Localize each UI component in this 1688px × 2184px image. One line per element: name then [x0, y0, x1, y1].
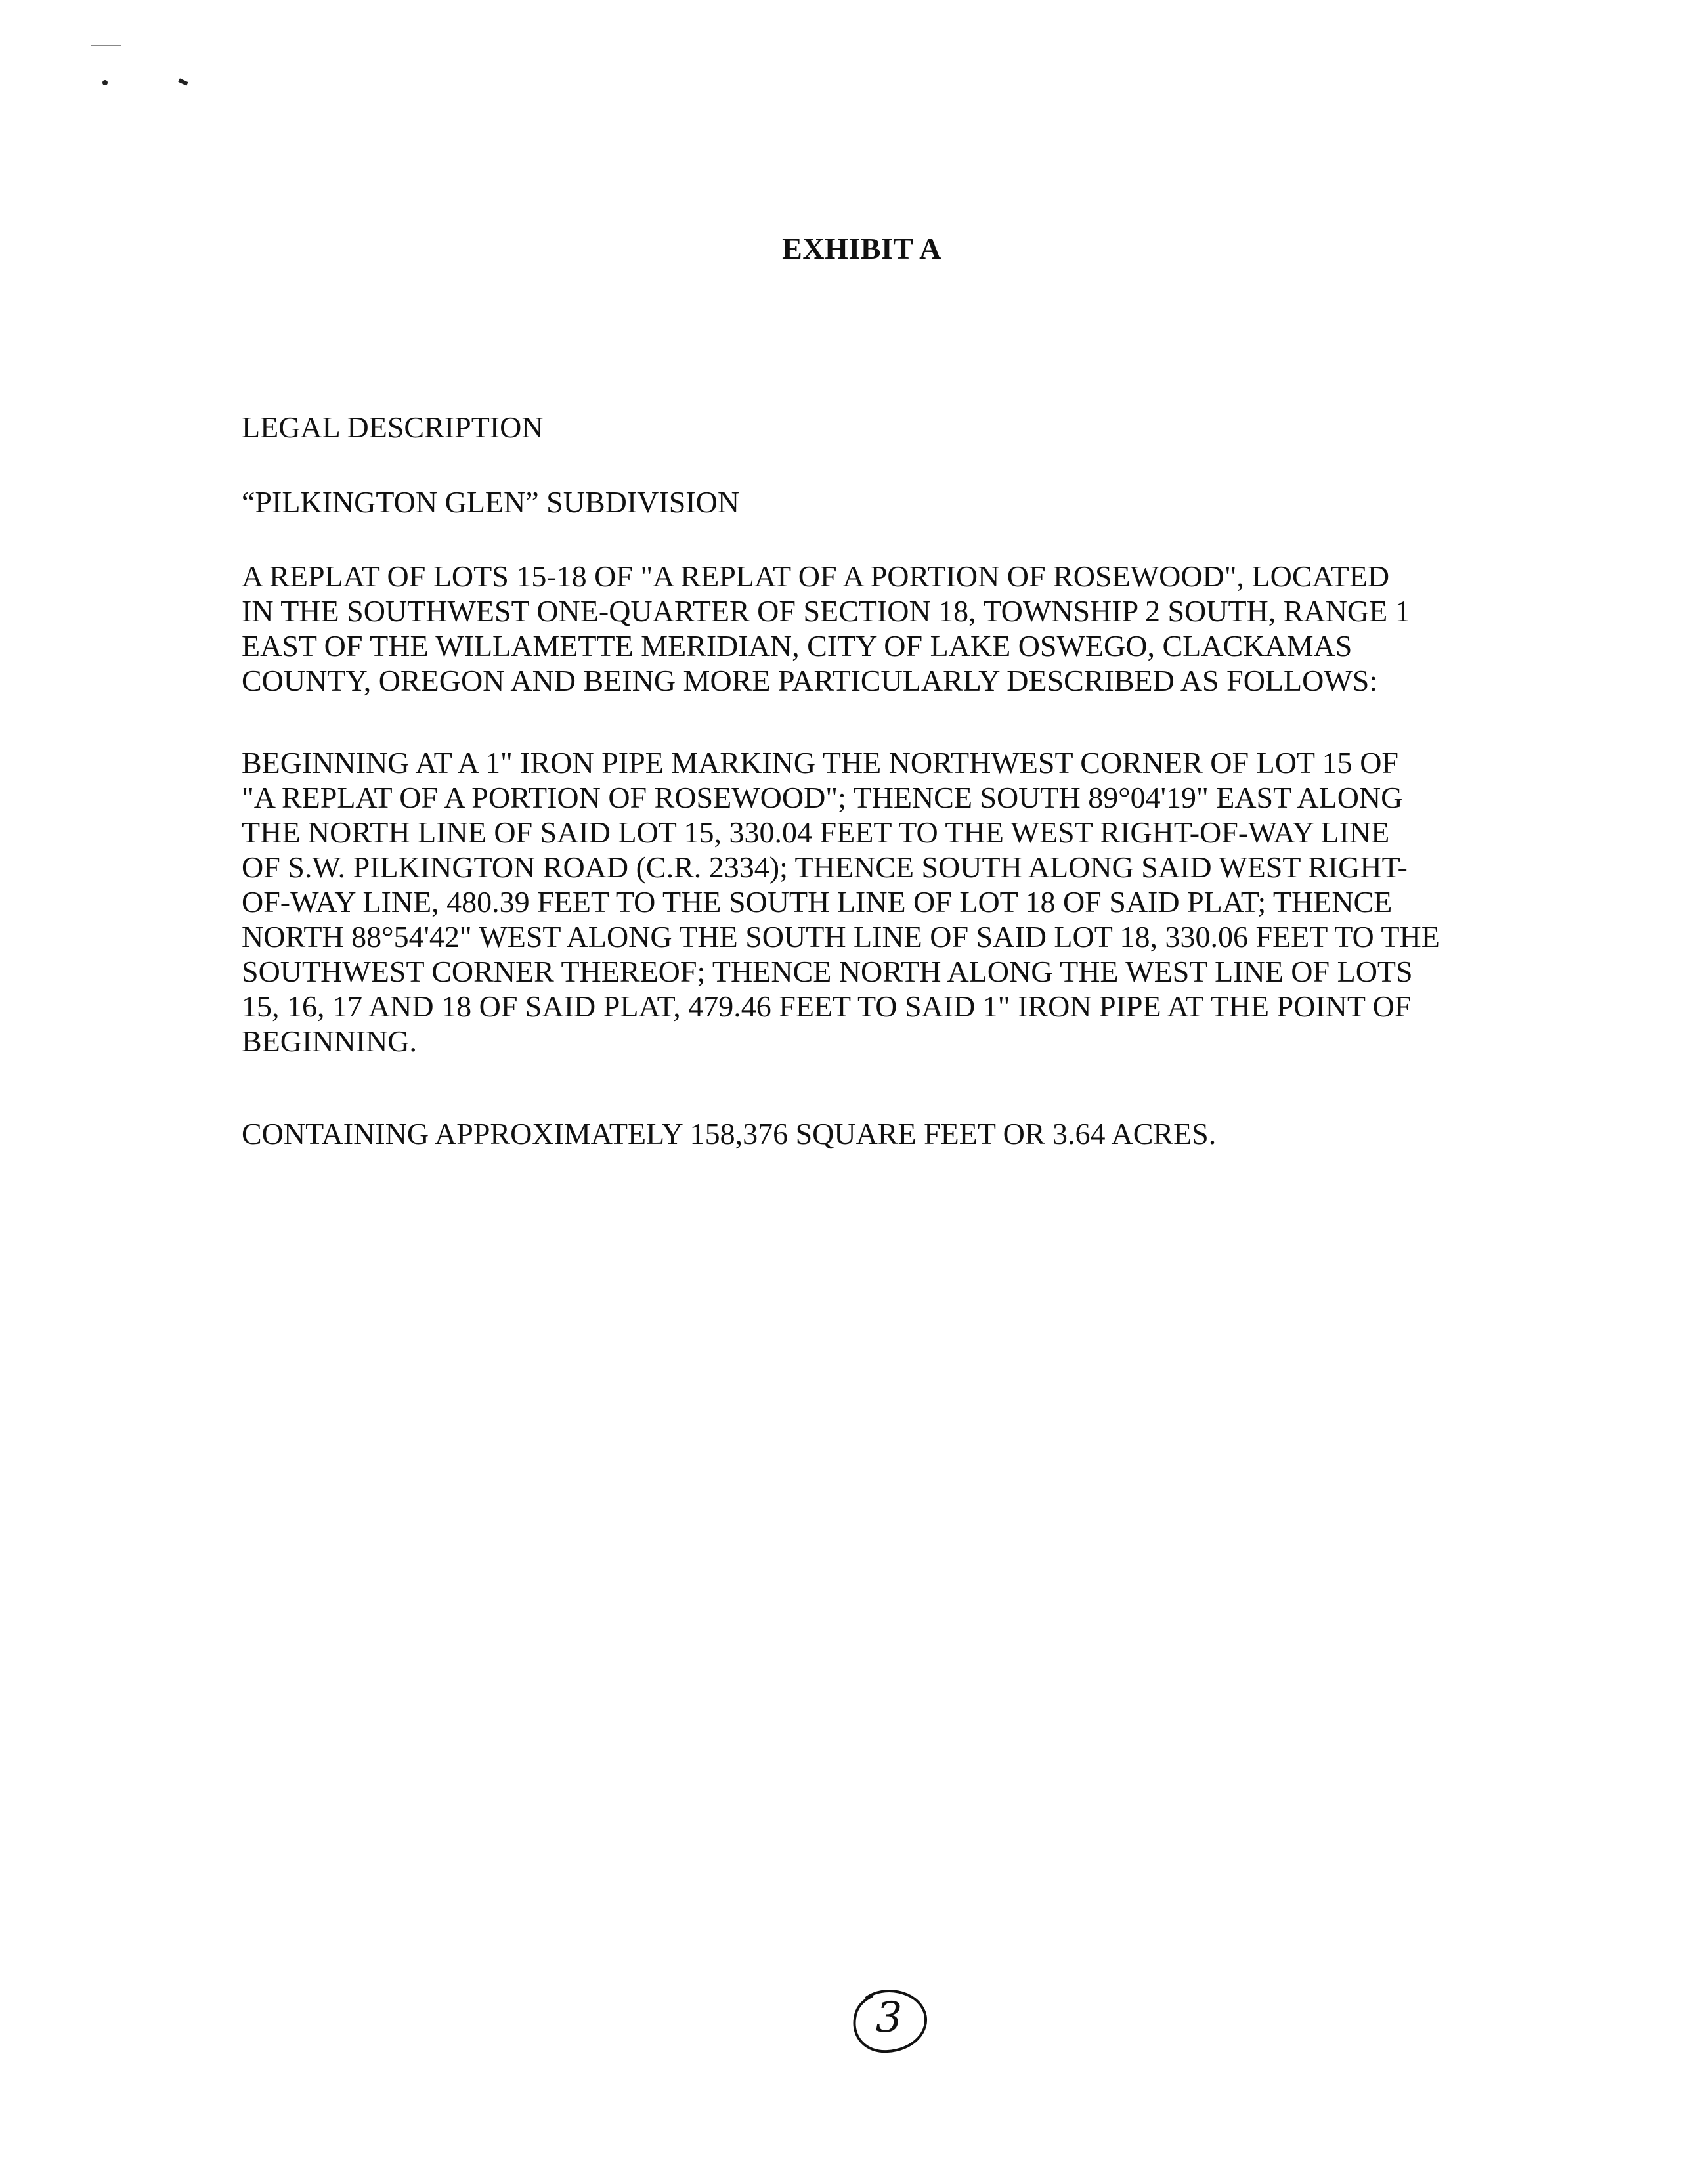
replat-paragraph — [242, 559, 1489, 698]
paragraph-line: COUNTY, OREGON AND BEING MORE PARTICULARLY DESCRIBED AS FOLLOWS: — [242, 664, 1378, 697]
scan-artifact — [102, 80, 108, 85]
paragraph-line: SOUTHWEST CORNER THEREOF; THENCE NORTH ALONG THE WEST LINE OF LOTS — [242, 955, 1413, 988]
subdivision-name — [242, 485, 1489, 519]
exhibit-title: EXHIBIT A — [782, 232, 941, 265]
heading-line: LEGAL DESCRIPTION — [242, 410, 544, 444]
handwritten-page-number — [847, 1984, 932, 2057]
paragraph-line: OF-WAY LINE, 480.39 FEET TO THE SOUTH LINE OF LOT 18 OF SAID PLAT; THENCE — [242, 885, 1393, 919]
metes-and-bounds-paragraph — [242, 745, 1489, 1059]
circle-mark-icon — [847, 1984, 932, 2057]
paragraph-line: THE NORTH LINE OF SAID LOT 15, 330.04 FEET TO THE WEST RIGHT-OF-WAY LINE — [242, 816, 1390, 849]
paragraph-line: "A REPLAT OF A PORTION OF ROSEWOOD"; THENCE SOUTH 89°04'19" EAST ALONG — [242, 781, 1403, 814]
paragraph-line: EAST OF THE WILLAMETTE MERIDIAN, CITY OF LAKE OSWEGO, CLACKAMAS — [242, 629, 1353, 663]
paragraph-line: BEGINNING AT A 1" IRON PIPE MARKING THE NORTHWEST CORNER OF LOT 15 OF — [242, 746, 1398, 779]
paragraph-line: IN THE SOUTHWEST ONE-QUARTER OF SECTION 18, TOWNSHIP 2 SOUTH, RANGE 1 — [242, 594, 1410, 628]
scan-artifact — [91, 45, 121, 46]
paragraph-line: BEGINNING. — [242, 1024, 418, 1058]
area-statement — [242, 1116, 1489, 1151]
subdivision-line: “PILKINGTON GLEN” SUBDIVISION — [242, 485, 740, 519]
paragraph-line: A REPLAT OF LOTS 15-18 OF "A REPLAT OF A PORTION OF ROSEWOOD", LOCATED — [242, 559, 1390, 593]
page-number-text: 3 — [875, 1994, 903, 2042]
paragraph-line: 15, 16, 17 AND 18 OF SAID PLAT, 479.46 FEET TO SAID 1" IRON PIPE AT THE POINT OF — [242, 990, 1412, 1023]
paragraph-line: NORTH 88°54'42" WEST ALONG THE SOUTH LINE OF SAID LOT 18, 330.06 FEET TO THE — [242, 920, 1440, 953]
scan-artifact — [178, 78, 188, 85]
legal-description-heading — [242, 410, 1489, 445]
containing-line: CONTAINING APPROXIMATELY 158,376 SQUARE FEET OR 3.64 ACRES. — [242, 1117, 1217, 1150]
paragraph-line: OF S.W. PILKINGTON ROAD (C.R. 2334); THENCE SOUTH ALONG SAID WEST RIGHT- — [242, 850, 1408, 884]
